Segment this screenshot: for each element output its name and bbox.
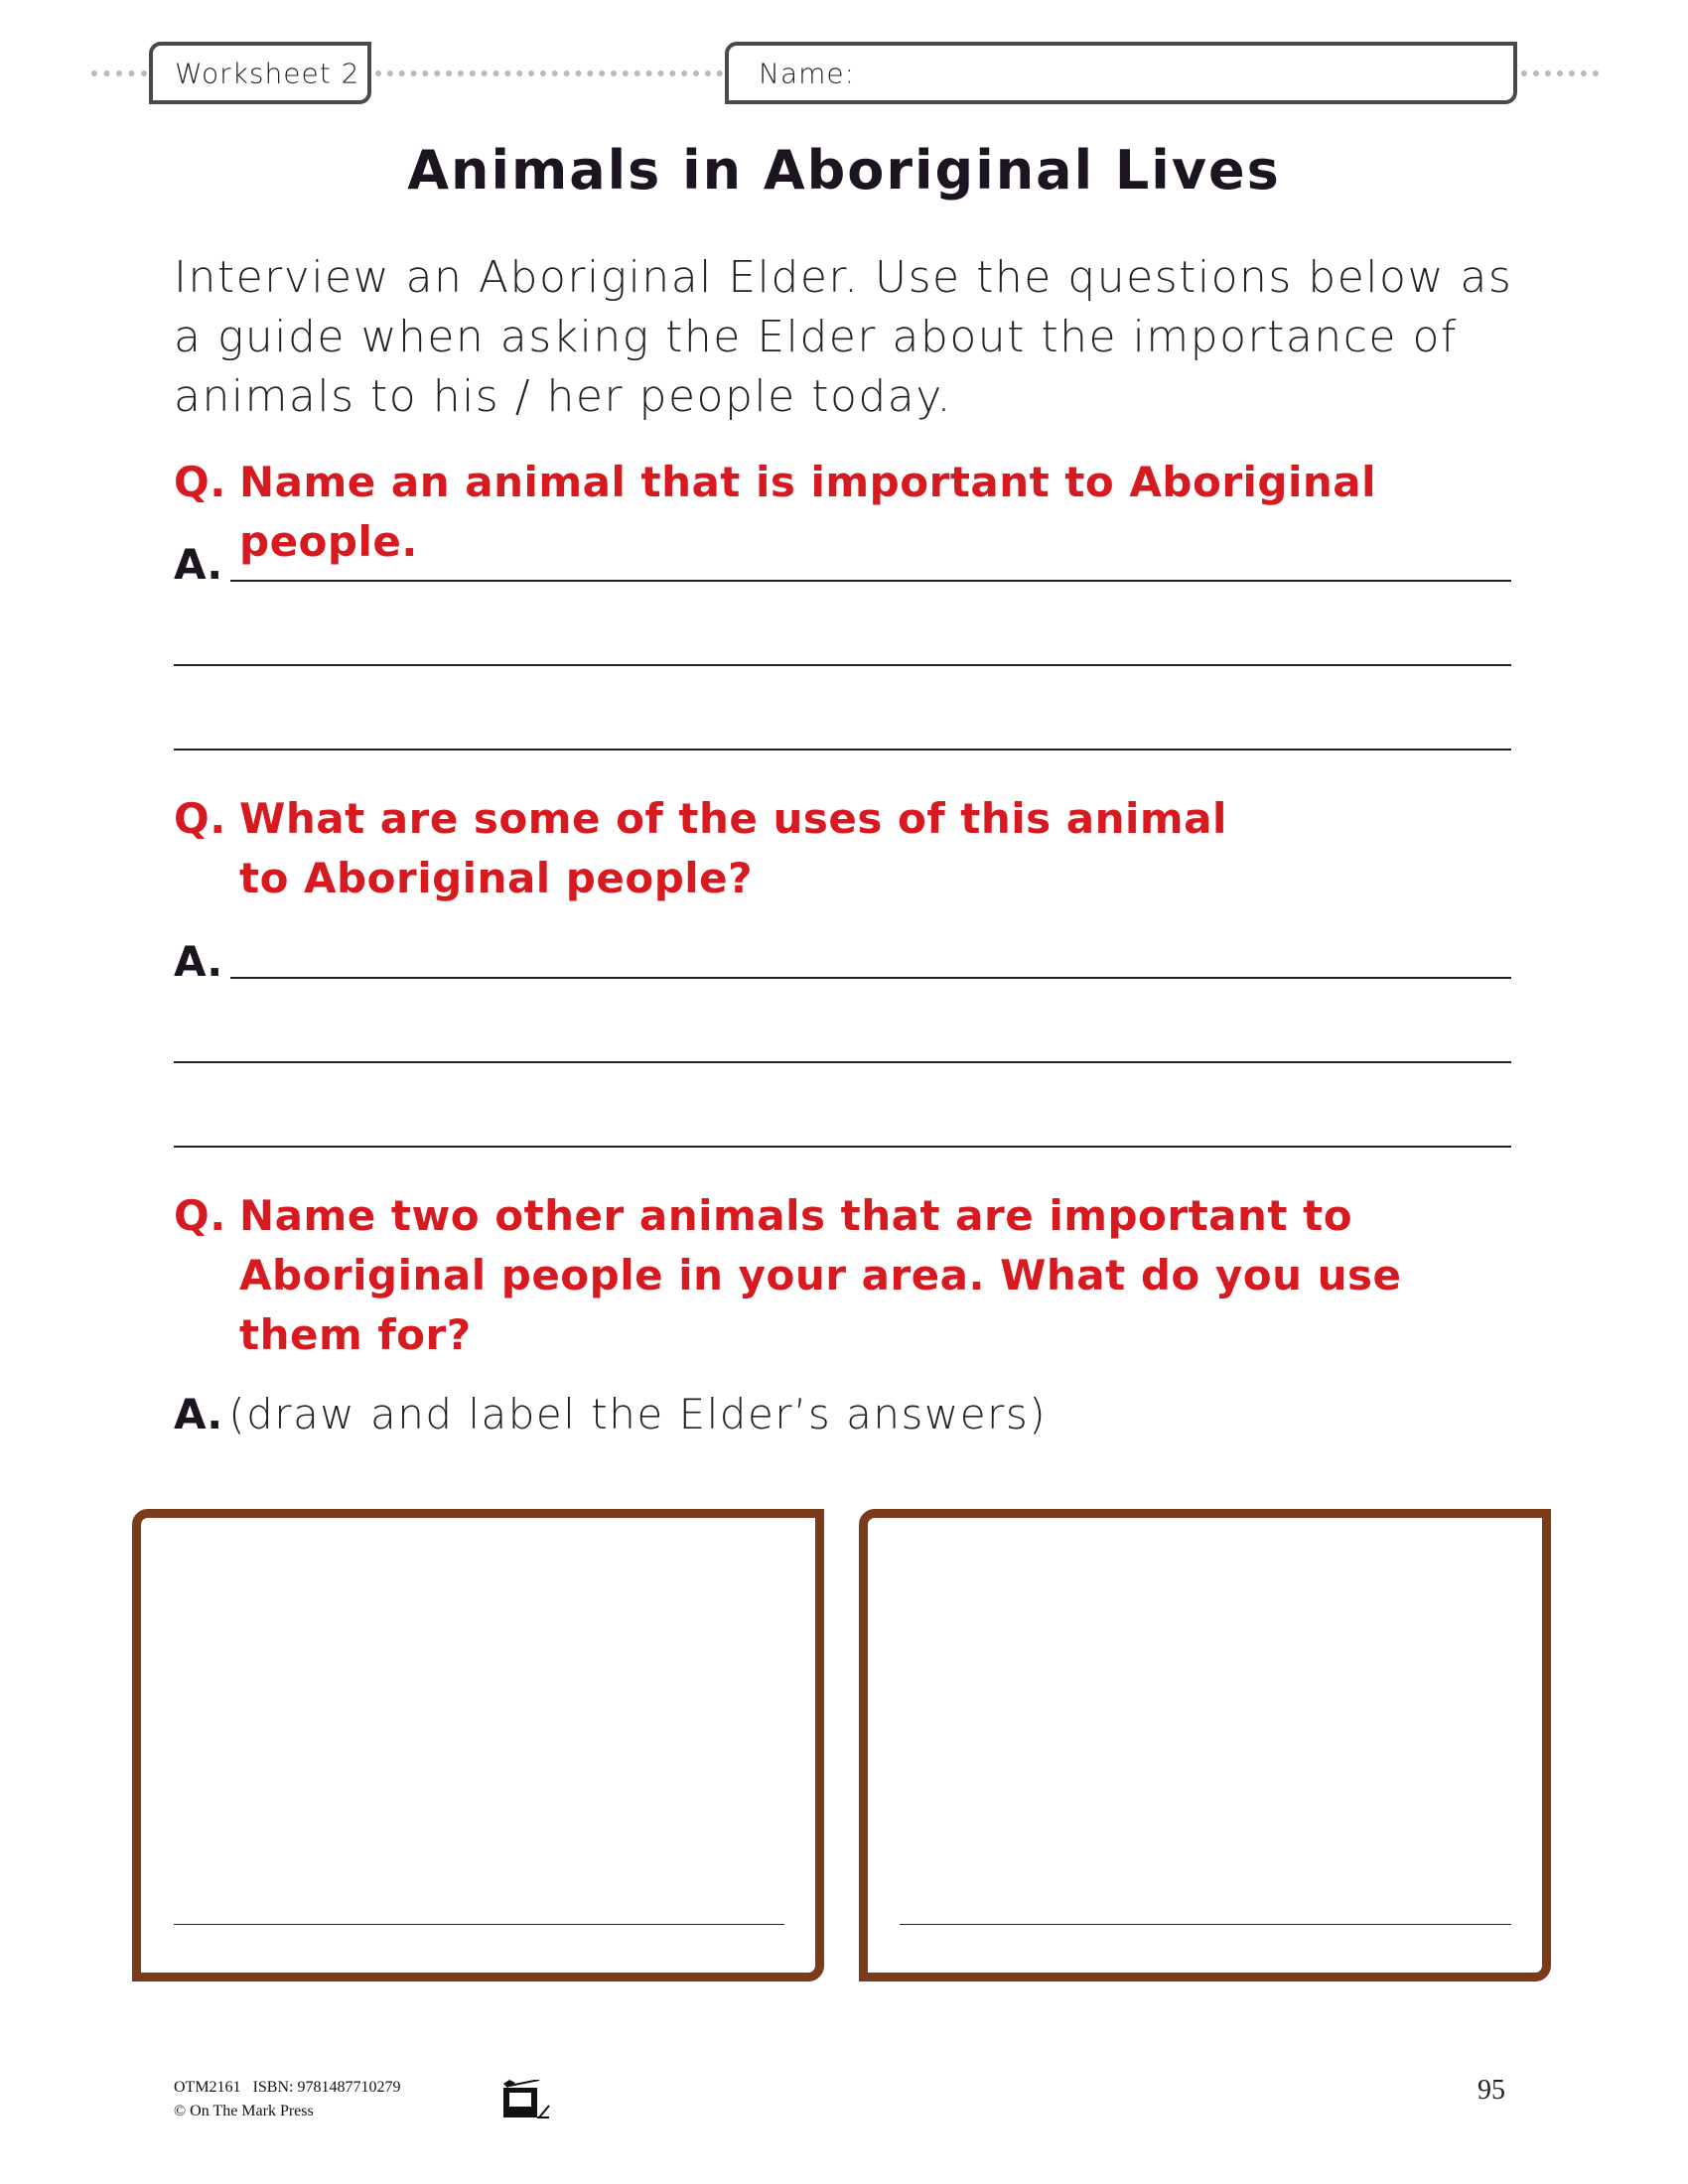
answer-hint: (draw and label the Elder’s answers) [228, 1390, 1048, 1438]
answer-2-line-2[interactable] [174, 1061, 1511, 1063]
answer-marker-3: A. [174, 1390, 223, 1438]
footer-isbn: ISBN: 9781487710279 [252, 2079, 401, 2096]
question-1 [174, 453, 1550, 572]
intro-paragraph: Interview an Aboriginal Elder. Use the questions below as a guide when asking the Elder about the importance of animals to his / her people today. [174, 252, 1513, 422]
answer-1-line-3[interactable] [174, 749, 1511, 751]
question-marker: Q. [174, 794, 226, 843]
answer-marker-1: A. [174, 540, 223, 589]
footer-copyright: © On The Mark Press [174, 2103, 314, 2119]
footer-code: OTM2161 [174, 2079, 241, 2096]
question-text: Name an animal that is important to Aboriginal people. [239, 458, 1377, 566]
header-dotted-line-middle [375, 70, 723, 76]
answer-marker-2: A. [174, 937, 223, 986]
question-text: Name two other animals that are important to Aboriginal people in your area. What do you use them for? [239, 1191, 1402, 1359]
question-3 [174, 1186, 1530, 1365]
header-dotted-line-right [1521, 70, 1599, 76]
answer-2-line-3[interactable] [174, 1146, 1511, 1148]
answer-2-line-1[interactable] [230, 977, 1511, 979]
drawing-box-1[interactable] [132, 1509, 824, 1981]
answer-1-line-1[interactable] [230, 580, 1511, 582]
name-label: Name: [759, 57, 856, 89]
question-marker: Q. [174, 1191, 226, 1240]
page-title: Animals in Aboriginal Lives [407, 139, 1281, 202]
worksheet-label-box [149, 42, 371, 104]
photocopier-icon [501, 2080, 581, 2119]
answer-1-line-2[interactable] [174, 664, 1511, 666]
drawing-box-2-label-line[interactable] [900, 1924, 1511, 1925]
footer-code-isbn [174, 2079, 400, 2097]
worksheet-label: Worksheet 2 [175, 57, 360, 89]
question-2 [174, 789, 1232, 908]
drawing-box-2[interactable] [859, 1509, 1551, 1981]
question-text: What are some of the uses of this animal to Aboriginal people? [239, 794, 1227, 902]
drawing-box-1-label-line[interactable] [174, 1924, 784, 1925]
answer-marker-3-row [174, 1390, 1047, 1438]
header-dotted-line-left [91, 70, 147, 76]
question-marker: Q. [174, 458, 226, 506]
name-field[interactable] [725, 42, 1517, 104]
page-number: 95 [1477, 2075, 1505, 2106]
